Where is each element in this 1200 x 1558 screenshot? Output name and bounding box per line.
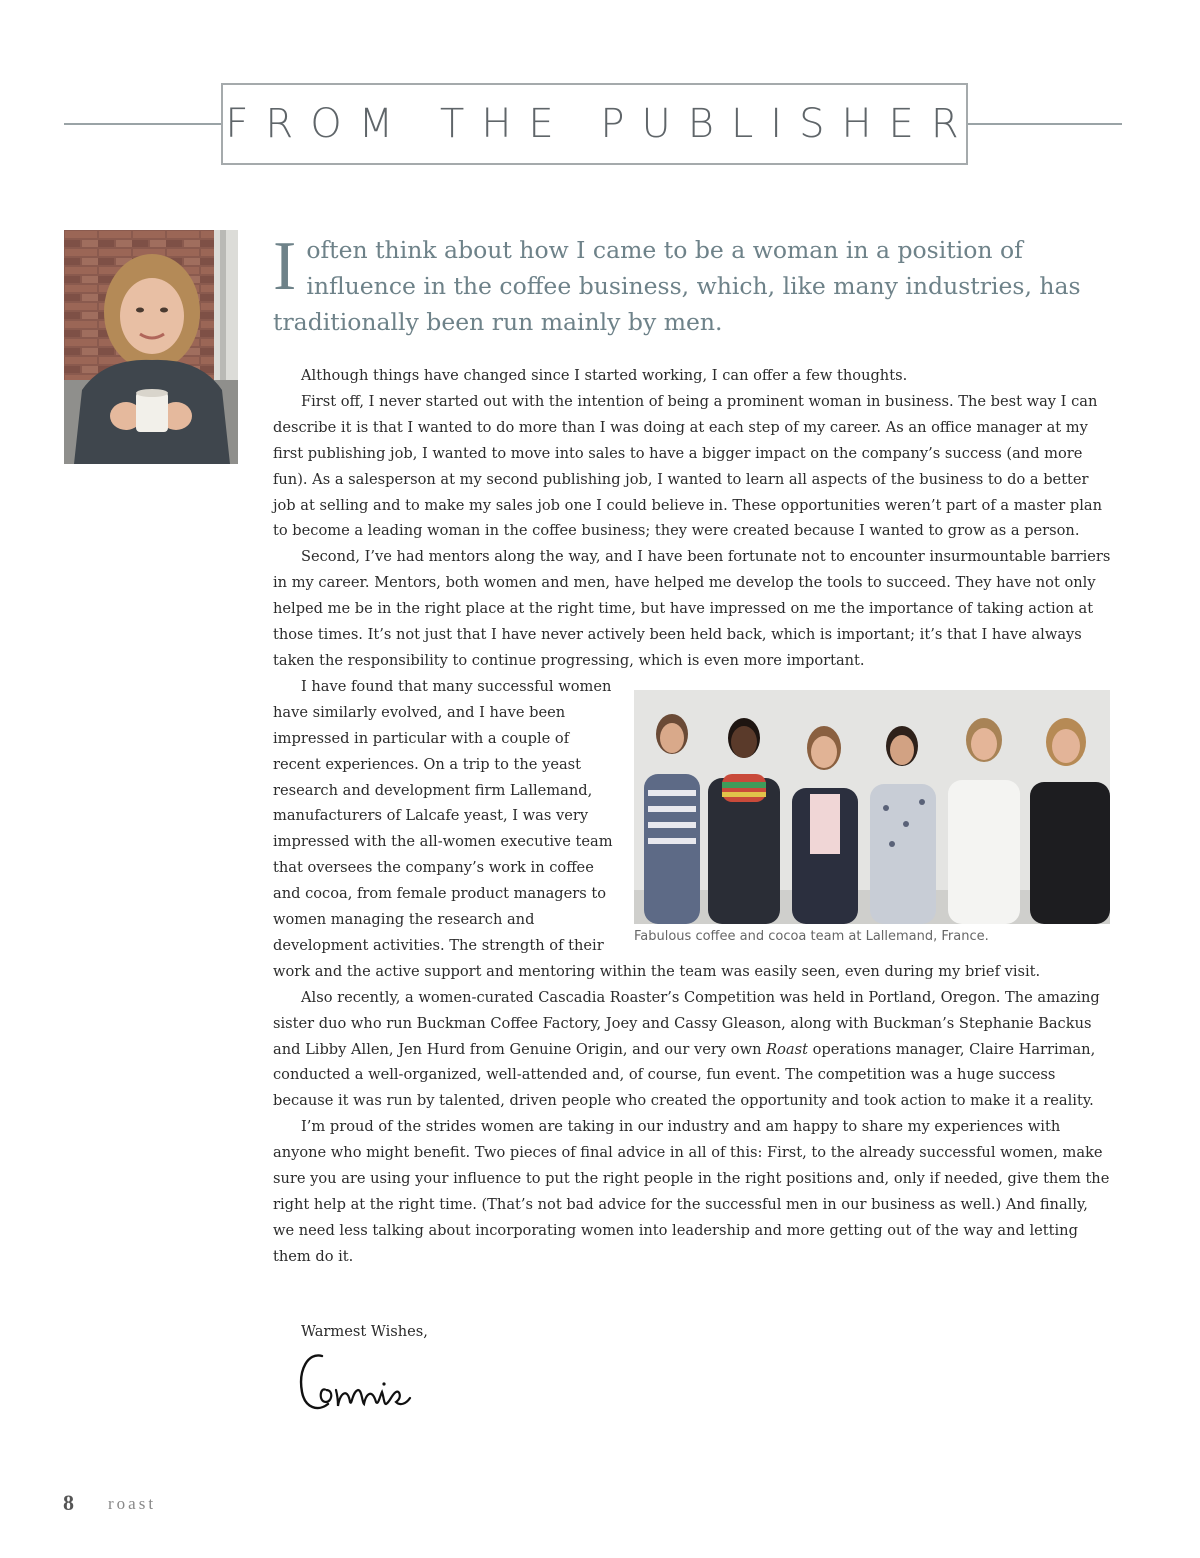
body-paragraph-2: First off, I never started out with the intention of being a prominent woman in business. The best way I can describe it is that I wanted to do more than I was doing at each step of my career. As an office manager at my first publishing job, I wanted to move into sales to have a bigger impact on the company’s success (and more fun). As a salesperson at my second publishing job, I wanted to learn all aspects of the business to do a better job at selling and to make my sales job one I could believe in. These opportunities weren’t part of a master plan to become a leading woman in the coffee business; they were created because I wanted to grow as a person. <box>273 392 1102 540</box>
intro-text: often think about how I came to be a woman in a position of influence in the coffee business, which, like many industries, has traditionally been run mainly by men. <box>273 236 1081 336</box>
header-rule-left <box>64 123 222 125</box>
intro-paragraph <box>273 228 1113 340</box>
header-rule-right <box>968 123 1122 125</box>
paragraph-5-text-b: operations manager, Claire Harriman, conducted a well-organized, well-attended and, of course, fun event. The competition was a huge success because it was run by talented, driven people who created the opportunity and took action to make it a reality. <box>273 1040 1096 1110</box>
article-body <box>273 363 1113 1270</box>
body-paragraph-3: Second, I’ve had mentors along the way, and I have been fortunate not to encounter insurmountable barriers in my career. Mentors, both women and men, have helped me develop the tools to succeed. They have not only helped me be in the right place at the right time, but have impressed on me the importance of taking action at those times. It’s not just that I have never actively been held back, which is important; it’s that I have always taken the responsibility to continue progressing, which is even more important. <box>273 548 1111 669</box>
magazine-name-italic: Roast <box>766 1040 808 1058</box>
body-paragraph-1: Although things have changed since I started working, I can offer a few thoughts. <box>301 367 908 384</box>
body-paragraph-6: I’m proud of the strides women are taking in our industry and am happy to share my experiences with anyone who might benefit. Two pieces of final advice in all of this: First, to the already successful women, make sure you are using your influence to put the right people in the right positions and, only if needed, give them the right help at the right time. (That’s not bad advice for the successful men in our business as well.) And finally, we need less talking about incorporating women into leadership and more getting out of the way and letting them do it. <box>273 1118 1110 1265</box>
body-paragraph-4: I have found that many successful women have similarly evolved, and I have been impressed in particular with a couple of recent experiences. On a trip to the yeast research and development firm Lallemand, manufacturers of Lalcafe yeast, I was very impressed with the all-women executive team that oversees the company’s work in coffee and cocoa, from female product managers to women managing the research and development activities. The strength of their work and the active support and mentoring within the team was easily seen, even during my brief visit. <box>273 677 1041 980</box>
figure-caption: Fabulous coffee and cocoa team at Lallemand, France. <box>634 928 989 944</box>
drop-cap: I <box>273 228 297 305</box>
paragraph-5-text-a: Also recently, a women-curated Cascadia Roaster’s Competition was held in Portland, Oregon. The amazing sister duo who run Buckman Coffee Factory, Joey and Cassy Gleason, along with Buckman’s Stephanie Backus and Libby Allen, Jen Hurd from Genuine Origin, and our very own <box>273 988 1100 1058</box>
team-figure <box>634 690 1110 946</box>
page-title: FROM THE PUBLISHER <box>225 101 976 147</box>
header-box <box>221 83 976 165</box>
publication-name: roast <box>108 1494 157 1513</box>
page-number: 8 <box>63 1490 74 1515</box>
body-paragraph-5 <box>273 985 1113 1115</box>
publisher-portrait <box>64 230 238 464</box>
team-photo <box>634 690 1110 924</box>
closing-line: Warmest Wishes, <box>301 1323 428 1340</box>
signature <box>296 1346 416 1416</box>
